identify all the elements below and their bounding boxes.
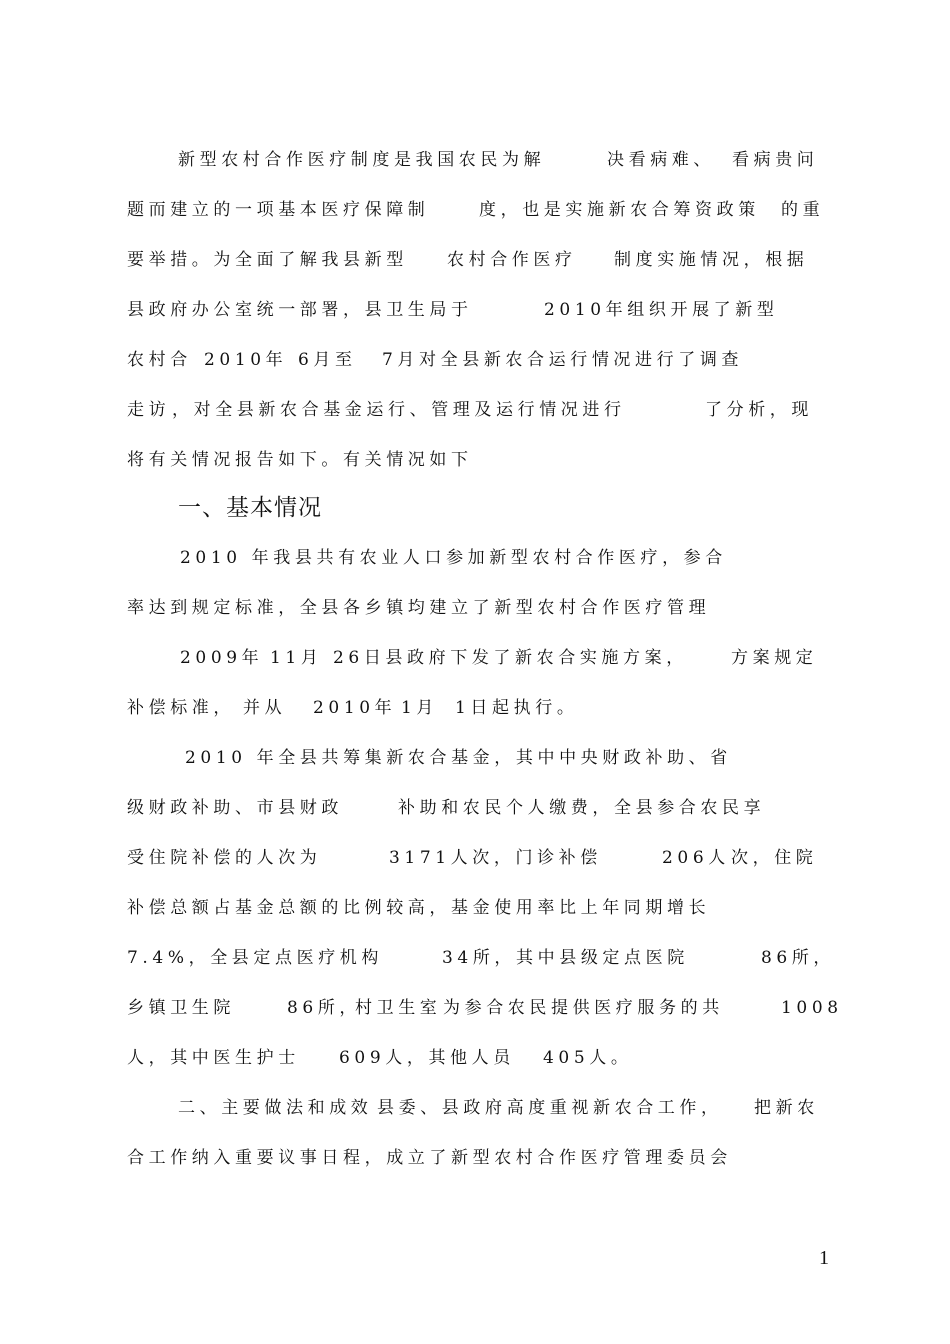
text-segment: 级财政补助、市县财政 <box>127 798 343 818</box>
text-segment: 把新农 <box>754 1098 819 1118</box>
text-segment: 11月 <box>270 648 323 668</box>
section-heading: 一、基本情况 <box>178 495 322 521</box>
text-segment: 合工作纳入重要议事日程，成立了新型农村合作医疗管理委员会 <box>127 1148 732 1168</box>
text-segment: 为参合农民提供医疗服务的共 <box>443 998 724 1018</box>
text-segment: 86所， <box>761 948 836 968</box>
paragraph-3-line-1 <box>0 646 950 676</box>
text-segment: 86所， <box>287 998 362 1018</box>
paragraph-4-line-5 <box>0 946 950 976</box>
text-segment: 了分析，现 <box>705 400 813 420</box>
text-segment: 的重 <box>781 200 825 220</box>
text-segment: 县政府办公室统一部署，县卫生局于 <box>127 300 473 320</box>
page-number: 1 <box>819 1247 829 1269</box>
paragraph-1-line-6 <box>0 398 950 428</box>
text-segment: 7月对全县新农合运行情况进行了调查 <box>382 350 744 370</box>
text-segment: 6月至 <box>298 350 357 370</box>
text-segment: 405人。 <box>543 1048 633 1068</box>
text-segment: 看病贵问 <box>732 150 819 170</box>
text-segment: 2010年 <box>204 350 288 370</box>
text-segment: 率达到规定标准，全县各乡镇均建立了新型农村合作医疗管理 <box>127 598 711 618</box>
text-segment: 次，住院 <box>731 848 818 868</box>
text-segment: 度，也是实施新农合筹资政策 <box>479 200 760 220</box>
text-segment: 2010年组织开展了新型 <box>544 300 779 320</box>
text-segment: 农村合 <box>127 350 192 370</box>
text-segment: 2009年 <box>180 648 264 668</box>
text-segment: 二、主要做法和成效 <box>178 1098 373 1118</box>
paragraph-4-line-3 <box>0 846 950 876</box>
paragraph-3-line-2 <box>0 696 950 726</box>
paragraph-5-line-2 <box>0 1146 950 1176</box>
text-segment: 县委、县政府高度重视新农合工作， <box>377 1098 723 1118</box>
text-segment: 走访 <box>127 400 171 420</box>
text-segment: 将有关情况报告如下。有关情况如下 <box>127 450 473 470</box>
text-segment: 乡镇卫生院 <box>127 998 235 1018</box>
text-segment: 补偿标准， <box>127 698 235 718</box>
text-segment: 决看病难、 <box>607 150 715 170</box>
text-segment: 补助和农民个人缴费，全县参合农民享 <box>398 798 766 818</box>
text-segment: 206人 <box>662 848 730 868</box>
paragraph-4-line-7 <box>0 1046 950 1076</box>
paragraph-4-line-6 <box>0 996 950 1026</box>
text-segment: 并从 <box>243 698 287 718</box>
text-segment: 609人，其他人员 <box>339 1048 515 1068</box>
paragraph-4-line-1 <box>0 746 950 776</box>
text-segment: 2010年 <box>313 698 397 718</box>
paragraph-5-line-1 <box>0 1096 950 1126</box>
paragraph-2-line-2 <box>0 596 950 626</box>
text-segment: 村卫生室 <box>355 998 442 1018</box>
text-segment: 1008 <box>781 998 843 1018</box>
text-segment: 制度实施情况，根据 <box>614 250 809 270</box>
text-segment: 新型农村合作医疗制度是我国农民为解 <box>178 150 546 170</box>
text-segment: 人，其中医生护士 <box>127 1048 300 1068</box>
paragraph-4-line-4 <box>0 896 950 926</box>
text-segment: 1月 <box>401 698 439 718</box>
text-segment: 要举措。为全面了解我县新型 <box>127 250 408 270</box>
text-segment: 方案规定 <box>731 648 818 668</box>
text-segment: 34所，其中县级定点医院 <box>442 948 689 968</box>
text-segment: 2010 年我县共有农业人口参加新型农村合作医疗，参合 <box>180 548 727 568</box>
text-segment: 受住院补偿的人次为 <box>127 848 322 868</box>
text-segment: 26日县政府下发了新农合实施方案， <box>333 648 688 668</box>
text-segment: 3171人次，门诊补偿 <box>389 848 602 868</box>
text-segment: ，对全县新农合基金运行、管理及运行情况进行 <box>172 400 626 420</box>
text-segment: 1日起执行。 <box>455 698 579 718</box>
paragraph-1-line-1 <box>0 148 950 178</box>
paragraph-1-line-2 <box>0 198 950 228</box>
paragraph-1-line-3 <box>0 248 950 278</box>
paragraph-1-line-5 <box>0 348 950 378</box>
text-segment: 题而建立的一项基本医疗保障制 <box>127 200 430 220</box>
paragraph-1-line-4 <box>0 298 950 328</box>
text-segment: 7.4%，全县定点医疗机构 <box>127 948 383 968</box>
paragraph-2-line-1 <box>0 546 950 576</box>
paragraph-1-line-7 <box>0 448 950 478</box>
text-segment: 补偿总额占基金总额的比例较高，基金使用率比上年同期增长 <box>127 898 711 918</box>
text-segment: 农村合作医疗 <box>447 250 577 270</box>
text-segment: 2010 年全县共筹集新农合基金，其中中央财政补助、省 <box>185 748 732 768</box>
paragraph-4-line-2 <box>0 796 950 826</box>
